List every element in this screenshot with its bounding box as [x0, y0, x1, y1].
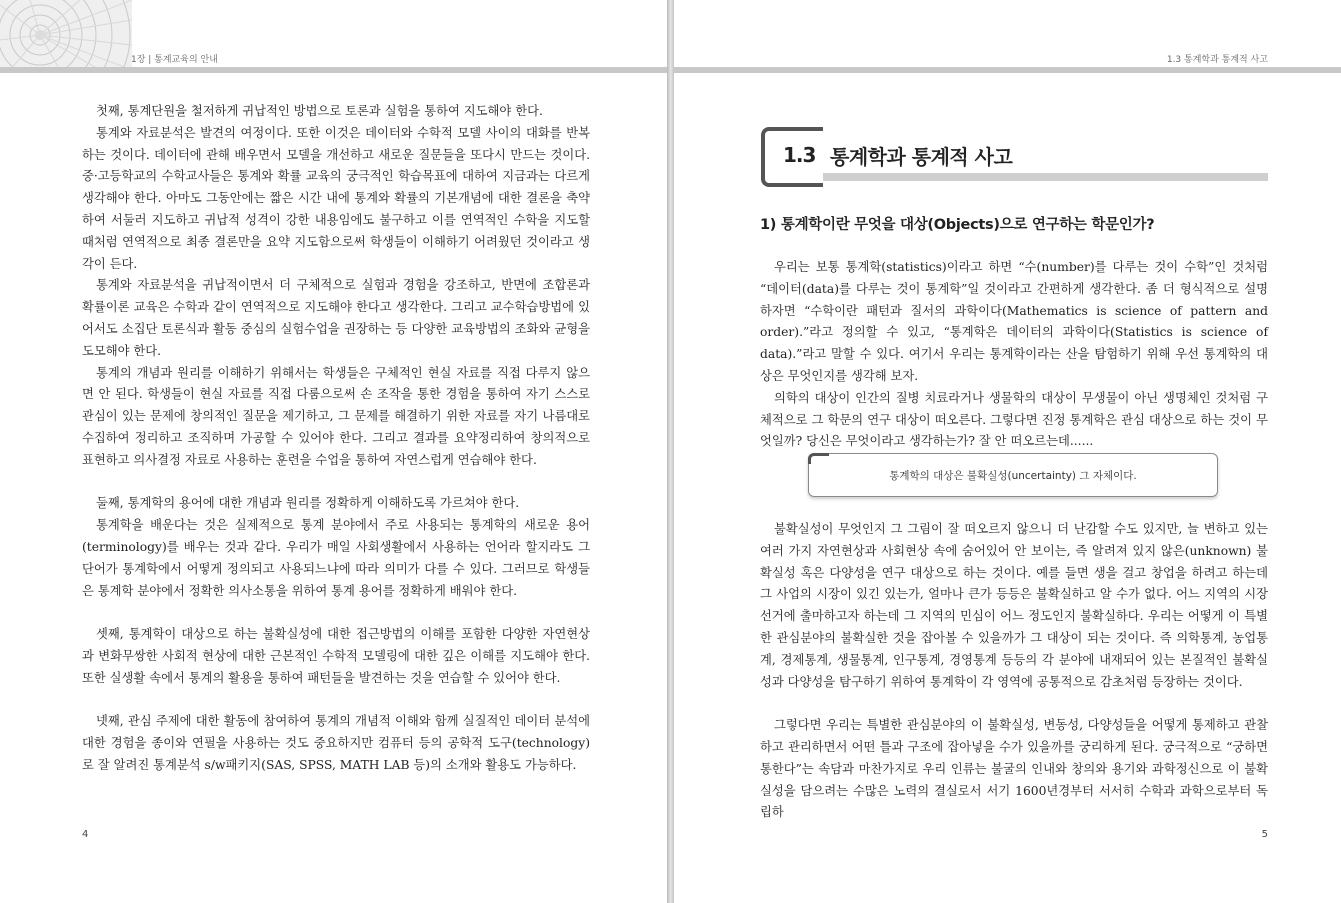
paragraph: 의학의 대상이 인간의 질병 치료라거나 생물학의 대상이 무생물이 아닌 생명체인 것처럼 구체적으로 그 학문의 연구 대상이 떠오른다. 그렇다면 진정 통계학은 관심 대상으로 하는 것이 무엇일까? 당신은 무엇이라고 생각하는가? 잘 안 떠오르는데...... — [760, 390, 1268, 449]
paragraph: 그렇다면 우리는 특별한 관심분야의 이 불확실성, 변동성, 다양성들을 어떻게 통제하고 관찰하고 관리하면서 어떤 틀과 구조에 잡아넣을 수가 있을까를 궁리하게 된다. 궁극적으로 “궁하면 통한다”는 속담과 마찬가지로 우리 인류는 불굴의 인내와 창의와 용기와 과학정신으로 이 불확실성을 담으려는 수많은 노력의 결실로서 서기 1600년경부터 서서히 수학과 과학으로부터 독립하 — [760, 718, 1268, 820]
page-number: 4 — [82, 829, 89, 840]
paragraph: 첫째, 통계단원을 철저하게 귀납적인 방법으로 토론과 실험을 통하여 지도해야 한다. — [96, 104, 543, 118]
running-head: 1장 | 통계교육의 안내 — [131, 55, 218, 65]
paragraph: 통계와 자료분석은 발견의 여정이다. 또한 이것은 데이터와 수학적 모델 사이의 대화를 반복하는 것이다. 데이터에 관해 배우면서 모델을 개선하고 새로운 질문들을 또다시 만드는 것이다. 중·고등학교의 수학교사들은 통계와 확률 교육의 궁극적인 학습목표에 대하여 지금과는 다르게 생각해야 한다. 아마도 그동안에는 짧은 시간 내에 통계와 확률의 기본개념에 대한 결론을 축약하여 서둘러 지도하고 귀납적 성격이 강한 내용임에도 불구하고 이를 연역적인 수학을 지도할 때처럼 연역적으로 최종 결론만을 요약 지도함으로써 학생들이 이해하기 어려웠던 것이라고 생각이 든다. — [82, 125, 590, 271]
paragraph: 통계학을 배운다는 것은 실제적으로 통계 분야에서 주로 사용되는 통계학의 새로운 용어(terminology)를 배우는 것과 같다. 우리가 매일 사회생활에서 사용하는 언어라 할지라도 그 단어가 통계학에서 어떻게 정의되고 사용되느냐에 따라 의미가 다를 수 있다. 그러므로 학생들은 통계학 분야에서 정확한 의사소통을 위하여 통계 용어를 정확하게 배워야 한다. — [82, 518, 590, 598]
spiral-staircase-image — [0, 0, 132, 70]
header-rule — [0, 67, 667, 73]
paragraph: 우리는 보통 통계학(statistics)이라고 하면 “수(number)를 다루는 것이 수학”인 것처럼 “데이터(data)를 다루는 것이 통계학”일 것이라고 간편하게 생각한다. 좀 더 형식적으로 설명하자면 “수학이란 패턴과 질서의 과학이다(Mathematics is science of pattern and order).”라고 정의할 수 있고, “통계학은 데이터의 과학이다(Statistics is science of data).”라고 말할 수 있다. 여기서 우리는 통계학이라는 산을 탐험하기 위해 우선 통계학의 대상은 무엇인지를 생각해 보자. — [760, 260, 1268, 383]
paragraph: 통계와 자료분석을 귀납적이면서 더 구체적으로 실험과 경험을 강조하고, 반면에 조합론과 확률이론 교육은 수학과 같이 연역적으로 지도해야 한다고 생각한다. 그리고 교수학습방법에 있어서도 소집단 토론식과 활동 중심의 실험수업을 권장하는 등 다양한 교육방법의 조화와 균형을 도모해야 한다. — [82, 278, 590, 358]
page-number: 5 — [1261, 829, 1268, 840]
right-body-text — [760, 519, 1268, 824]
header-rule — [674, 67, 1341, 73]
callout-text: 통계학의 대상은 불확실성(uncertainty) 그 자체이다. — [889, 469, 1137, 482]
section-title: 통계학과 통계적 사고 — [830, 145, 1013, 169]
book-gutter — [667, 0, 674, 903]
paragraph: 둘째, 통계학의 용어에 대한 개념과 원리를 정확하게 이해하도록 가르쳐야 한다. — [96, 496, 520, 511]
running-head: 1.3 통계학과 통계적 사고 — [1166, 55, 1268, 65]
section-number: 1.3 — [783, 143, 816, 167]
left-body-text — [82, 101, 590, 777]
section-title-underline — [823, 173, 1268, 181]
left-page — [0, 0, 667, 903]
paragraph: 통계의 개념과 원리를 이해하기 위해서는 학생들은 구체적인 현실 자료를 직접 다루지 않으면 안 된다. 학생들이 현실 자료를 직접 다룸으로써 손 조작을 통한 경험을 통하여 자기 스스로 관심이 있는 문제에 창의적인 질문을 제기하고, 그 문제를 해결하기 위한 자료를 자기 나름대로 수집하여 정리하고 조직하며 가공할 수 있어야 한다. 그리고 결과를 요약정리하여 창의적으로 표현하고 의사결정 자료로 사용하는 훈련을 수업을 통하여 자연스럽게 연습해야 한다. — [82, 365, 590, 467]
right-body-text — [760, 257, 1268, 453]
right-page — [674, 0, 1341, 903]
paragraph: 셋째, 통계학이 대상으로 하는 불확실성에 대한 접근방법의 이해를 포함한 다양한 자연현상과 변화무쌍한 사회적 현상에 대한 근본적인 수학적 모델링에 대한 깊은 이해를 지도해야 한다. 또한 실생활 속에서 통계의 활용을 통하여 패턴들을 발견하는 것을 연습할 수 있어야 한다. — [82, 627, 590, 685]
paragraph: 넷째, 관심 주제에 대한 활동에 참여하여 통계의 개념적 이해와 함께 실질적인 데이터 분석에 대한 경험을 종이와 연필을 사용하는 것도 중요하지만 컴퓨터 등의 공학적 도구(technology)로 잘 알려진 통계분석 s/w패키지(SAS, SPSS, MATH LAB 등)의 소개와 활용도 가능하다. — [82, 714, 590, 772]
subsection-title: 1) 통계학이란 무엇을 대상(Objects)으로 연구하는 학문인가? — [760, 217, 1155, 233]
paragraph: 불확실성이 무엇인지 그 그림이 잘 떠오르지 않으니 더 난감할 수도 있지만, 늘 변하고 있는 여러 가지 자연현상과 사회현상 속에 숨어있어 안 보이는, 즉 알려져 있지 않은(unknown) 불확실성 혹은 다양성을 연구 대상으로 하는 것이다. 예를 들면 생을 걸고 창업을 하려고 하는데 그 사업의 시장이 있긴 있는가, 얼마나 큰가 등등은 불확실하고 알 수가 없다. 어느 지역의 시장선거에 출마하고자 하는데 그 지역의 민심이 어느 정도인지 불확실하다. 우리는 어떻게 이 특별한 관심분야의 불확실한 것을 잡아볼 수 있을까가 그 대상이 되는 것이다. 즉 의학통계, 농업통계, 경제통계, 생물통계, 인구통계, 경영통계 등등의 각 분야에 내재되어 있는 본질적인 불확실성과 다양성을 탐구하기 위하여 통계학이 각 영역에 공통적으로 감초처럼 등장하는 것이다. — [760, 522, 1268, 689]
callout-corner-accent — [808, 453, 829, 464]
callout-box — [808, 453, 1218, 497]
